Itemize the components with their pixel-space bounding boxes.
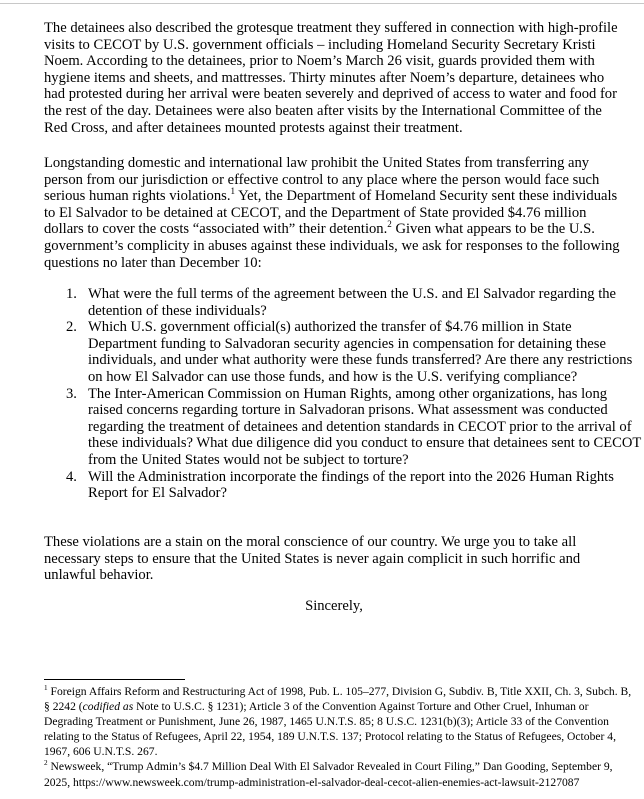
- paragraph-text: Given what appears to be the U.S. government’s complicity in abuses against these individuals, we ask for responses to the following questions no later than December 10:: [44, 221, 620, 271]
- footnote-ref-1[interactable]: 1: [230, 186, 235, 197]
- question-text: Which U.S. government official(s) authorized the transfer of $4.76 million in State Department funding to Salvadoran security agencies in compensation for detaining these individuals, and under what authority were these funds transferred? Are there any restrictions on how El Salvador can use those funds, and how is the U.S. verifying compliance?: [88, 319, 633, 385]
- question-number: 4.: [66, 468, 77, 485]
- question-number: 2.: [66, 319, 77, 336]
- questions-list: [44, 286, 644, 502]
- question-text: Will the Administration incorporate the findings of the report into the 2026 Human Rights Report for El Salvador?: [88, 468, 614, 502]
- question-item: [66, 385, 644, 469]
- footnote-text: Newsweek, “Trump Admin’s $4.7 Million Deal With El Salvador Revealed in Court Filing,” Dan Gooding, September 9, 2025, https://www.newsweek.com/trump-administration-el-salvador-deal-cecot-alien-enemies-act-lawsuit-2127087: [44, 760, 613, 789]
- footnote-italic-text: codified as: [82, 700, 134, 714]
- footnotes: [44, 684, 634, 790]
- question-item: [66, 468, 644, 502]
- question-item: [66, 319, 644, 385]
- paragraph-legal-basis: [44, 155, 624, 271]
- paragraph-text: Longstanding domestic and international law prohibit the United States from transferring any person from our jurisdiction or effective control to any place where the person would face such serious human rights violations.: [44, 155, 600, 205]
- question-text: The Inter-American Commission on Human Rights, among other organizations, has long raised concerns regarding torture in Salvadoran prisons. What assessment was conducted regarding the treatment of detainees and detention standards in CECOT prior to the arrival of these individuals? What due diligence did you conduct to ensure that detainees sent to CECOT from the United States would not be subject to torture?: [88, 385, 642, 468]
- paragraph-conclusion: These violations are a stain on the moral conscience of our country. We urge you to take all necessary steps to ensure that the United States is never again complicit in such horrific and unlawful behavior.: [44, 534, 581, 584]
- paragraph-text: Yet, the Department of Homeland Security sent these individuals to El Salvador to be detained at CECOT, and the Department of State provided $4.76 million dollars to cover the costs “associated with” their detention.: [44, 188, 618, 238]
- footnote-marker: 1: [44, 684, 48, 693]
- window-top-border: [0, 3, 644, 4]
- footnote-1: [44, 684, 634, 759]
- footnote-2: [44, 759, 634, 789]
- footnote-ref-2[interactable]: 2: [387, 219, 392, 230]
- footnote-text: Foreign Affairs Reform and Restructuring Act of 1998, Pub. L. 105–277, Division G, Subdiv. B, Title XXII, Ch. 3, Subch. B, § 2242 (: [44, 685, 632, 714]
- question-number: 3.: [66, 385, 77, 402]
- paragraph-detainee-treatment: The detainees also described the grotesque treatment they suffered in connection with high-profile visits to CECOT by U.S. government officials – including Homeland Security Secretary Kristi Noem. According to the detainees, prior to Noem’s March 26 visit, guards provided them with hygiene items and sheets, and mattresses. Thirty minutes after Noem’s departure, detainees who had protested during her arrival were beaten severely and deprived of access to water and food for the rest of the day. Detainees were also beaten after visits by the International Committee of the Red Cross, and after detainees mounted protests against their treatment.: [44, 20, 618, 136]
- question-item: [66, 286, 644, 319]
- footnote-marker: 2: [44, 759, 48, 768]
- question-text: What were the full terms of the agreement between the U.S. and El Salvador regarding the detention of these individuals?: [88, 286, 617, 319]
- closing-salutation: Sincerely,: [305, 598, 363, 614]
- footnote-text: Note to U.S.C. § 1231); Article 3 of the Convention Against Torture and Other Cruel, Inhuman or Degrading Treatment or Punishment, June 26, 1987, 1465 U.N.T.S. 85; 8 U.S.C. 1231(b)(3); Article 33 of the Convention relating to the Status of Refugees, April 22, 1954, 189 U.N.T.S. 137; Protocol relating to the Status of Refugees, October 4, 1967, 606 U.N.T.S. 267.: [44, 700, 616, 759]
- question-number: 1.: [66, 286, 77, 302]
- footnote-separator: [44, 679, 185, 680]
